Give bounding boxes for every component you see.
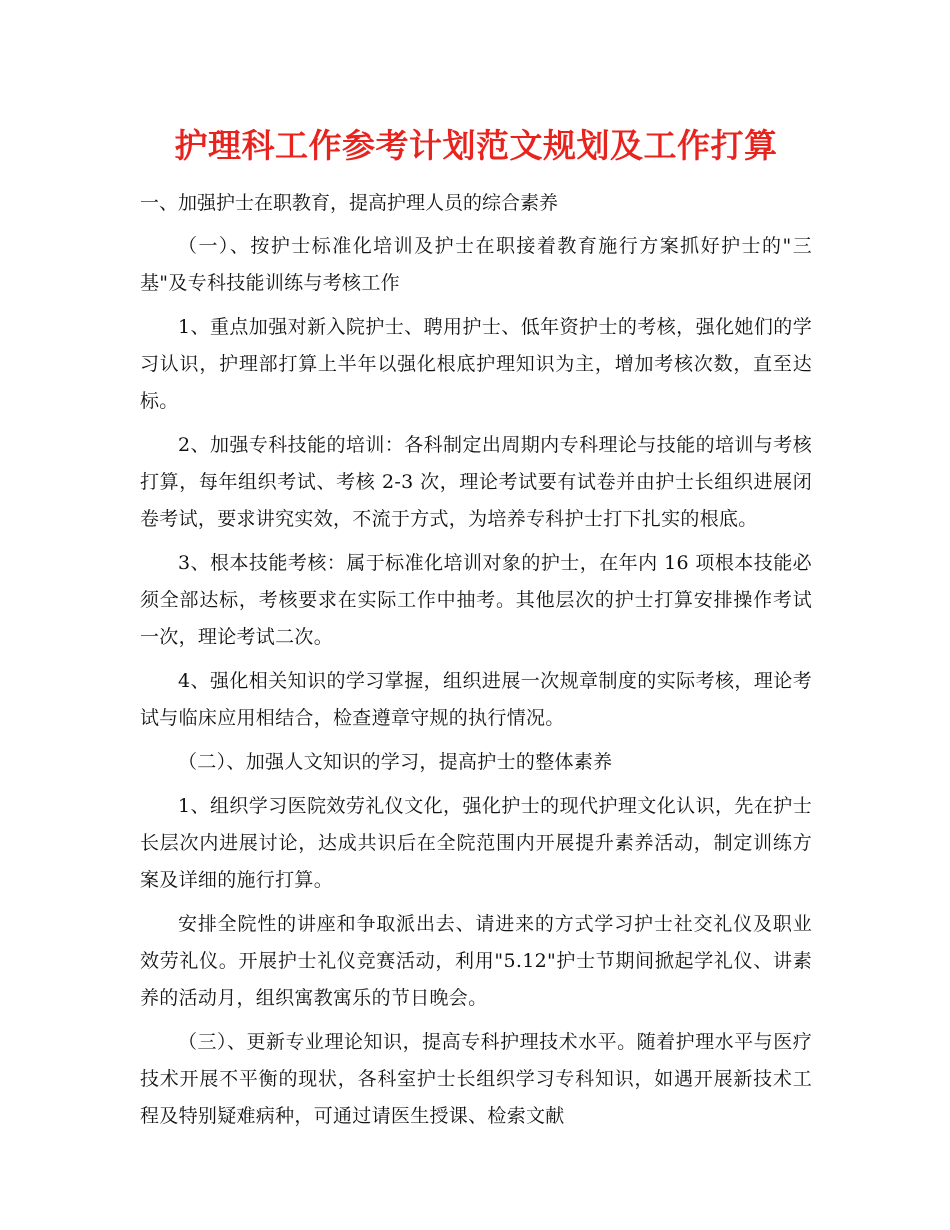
paragraph-3: 2、加强专科技能的培训：各科制定出周期内专科理论与技能的培训与考核打算，每年组织考试、考核 2-3 次，理论考试要有试卷并由护士长组织进展闭卷考试，要求讲究实效，不流于方式，为培养专科护士打下扎实的根底。 (140, 434, 812, 530)
paragraph-1: （一）、按护士标准化培训及护士在职接着教育施行方案抓好护士的"三基"及专科技能训练与考核工作 (140, 235, 812, 294)
paragraph-7: 1、组织学习医院效劳礼仪文化，强化护士的现代护理文化认识，先在护士长层次内进展讨论，达成共识后在全院范围内开展提升素养活动，制定训练方案及详细的施行打算。 (140, 795, 812, 891)
document-title: 护理科工作参考计划范文规划及工作打算 (174, 126, 778, 165)
paragraph-4: 3、根本技能考核：属于标准化培训对象的护士，在年内 16 项根本技能必须全部达标，考核要求在实际工作中抽考。其他层次的护士打算安排操作考试一次，理论考试二次。 (140, 552, 812, 648)
paragraph-8: 安排全院性的讲座和争取派出去、请进来的方式学习护士社交礼仪及职业效劳礼仪。开展护士礼仪竞赛活动，利用"5.12"护士节期间掀起学礼仪、讲素养的活动月，组织寓教寓乐的节日晚会。 (140, 913, 812, 1009)
paragraph-2: 1、重点加强对新入院护士、聘用护士、低年资护士的考核，强化她们的学习认识，护理部打算上半年以强化根底护理知识为主，增加考核次数，直至达标。 (140, 316, 812, 412)
document-page (140, 118, 812, 1142)
paragraph-6: （二）、加强人文知识的学习，提高护士的整体素养 (178, 751, 613, 773)
section-heading: 一、加强护士在职教育，提高护理人员的综合素养 (140, 192, 559, 214)
paragraph-9: （三）、更新专业理论知识，提高专科护理技术水平。随着护理水平与医疗技术开展不平衡的现状，各科室护士长组织学习专科知识，如遇开展新技术工程及特别疑难病种，可通过请医生授课、检索文献 (140, 1031, 812, 1127)
paragraph-5: 4、强化相关知识的学习掌握，组织进展一次规章制度的实际考核，理论考试与临床应用相结合，检查遵章守规的执行情况。 (140, 670, 812, 729)
